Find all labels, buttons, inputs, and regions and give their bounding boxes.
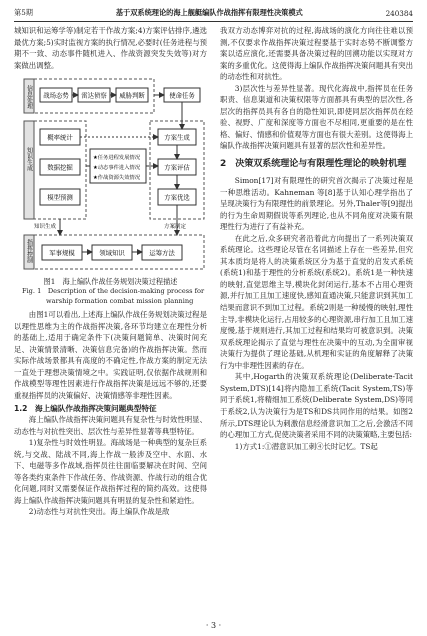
group-label-top: 信息处理 <box>25 85 33 110</box>
issue-number: 第5期 <box>14 8 33 17</box>
running-header <box>14 7 413 19</box>
decision-process-diagram <box>14 75 207 275</box>
group-label-knowledge: 知识生成 <box>34 224 57 231</box>
paragraph: 2)动态性与对抗性突出。海上编队作战是敌 <box>28 507 170 517</box>
paragraph: 其中,Hogarth的决策双系统理论(Deliberate-Tacit System,DTS)[14]将内隐加工系统(Tacit System,TS)等同于系统1,将精细加工系统(Deliberate System,DS)等同于系统2,认为决策行为是TS和DS共同作用的结果。如图2所示,DTS理论认为刺激信息经滑意识加工之后,会激活不同的心理加工方式,促使决策者采用不同的决策策略,主要包括: <box>220 372 413 440</box>
paragraph: Simon[17]对有限理性的研究首次揭示了决策过程是一种思维活动。Kahneman 等[8]基于认知心理学指出了呈现决策行为有限理性的前景理论。另外,Thaler等[9]提出的行为生命周期假说等系列理论,也从不同角度对决策有限理性行为进行了有益补充。 <box>220 176 413 232</box>
paragraph: 海上编队作战指挥决策问题具有复杂性与时效性明显、动态性与对抗性突出、层次性与差异性显著等典型特征。 <box>14 415 207 436</box>
figure-1 <box>14 75 207 275</box>
box-model-label: 模型预测 <box>47 193 73 202</box>
paragraph: 城知识和运筹学等)制定若干作战方案;4)方案评估排序,遴选最优方案;5)实时监视方案的执行情况,必要时(任务进程与预期不一致、动态事件随机进入、作战资源突发失效等)对方案做出调整。 <box>14 26 207 70</box>
box-domain-label: 领域知识 <box>99 249 125 258</box>
box-or-label: 运筹方法 <box>149 249 175 258</box>
note-1: ★任务进程发展情况 <box>93 155 141 162</box>
paragraph: 3)层次性与差异性显著。现代化海战中,指挥员在任务职责、信息渠道和决策权限等方面都具有典型的层次性,各层次的指挥员具有各自的隐性知识,即使同层次指挥员在经验、视野、广度和深度等方面也不尽相同,更重要的是在性格、偏好、情感和价值观等方面也有很大差别。这使得海上编队作战指挥决策问题具有显著的层次性和差异性。 <box>220 83 413 151</box>
box-plan-select-label: 方案优选 <box>164 193 190 202</box>
section-heading-1-2: 1.2 海上编队作战指挥决策问题典型特征 <box>14 403 157 413</box>
article-code: 240384 <box>385 8 413 18</box>
figure-caption-en-line2: warship formation combat mission planning <box>46 296 194 305</box>
note-3: ★作战资源失效情况 <box>93 175 141 182</box>
box-battlefield-label: 战场态势 <box>43 91 69 100</box>
note-2: ★动态事件进入情况 <box>93 165 141 172</box>
box-plan-gen-label: 方案生成 <box>164 133 190 142</box>
left-column <box>14 25 207 518</box>
page-number: · 3 · <box>205 621 222 630</box>
paragraph: 在此之后,众多研究者沿着此方向提出了一系列决策双系统理论。这些理论尽管在名词描述上存在一些差异,但究其本质均是将人的决策系统区分为基于直觉的启发式系统(系统1)和基于理性的分析系统(系统2)。系统1是一种快速的映射,直觉思维主导,模块化封闭运行,基本不占用心理资源,并行加工且加工速度快,感知直通决策,只能意识到其加工结果而意识不到加工过程。系统2则是一种缓慢的映射,理性主导,非模块化运行,占用较多的心理资源,串行加工且加工速度慢,基于规则进行,其加工过程和结果均可被意识到。决策双系统理论揭示了直觉与理性在决策中的互动,为全面审视决策行为提供了理论基础,从机理和实证的角度解释了决策行为中非理性因素的存在。 <box>220 233 413 370</box>
figure-caption-en-line1: Fig. 1 Description of the decision-making process for <box>22 287 205 296</box>
paragraph: 1)复杂性与时效性明显。海战场是一种典型的复杂巨系统,与交战、陆战不同,海上作战一般涉及空中、水面、水下、电磁等多作战域,指挥员往往面临要解决在时间、空间等各类约束条件下作战任务、作战资源、作战行动的组合优化问题,同时又需要保证作战指挥过程的简约高效。这使得海上编队作战指挥决策问题具有明显的复杂性和紧迫性。 <box>14 438 207 505</box>
running-title: 基于双系统理论的海上舰艇编队作战指挥有限理性决策模式 <box>115 8 303 17</box>
paragraph: 我双方动态博弈对抗的过程,海战场的演化方向往往难以预测,不仅要求作战指挥决策过程要基于实时态势不断调整方案以适应演化,还需要具备决策过程的回溯功能以实现对方案的多重优化。这使得海上编队作战指挥决策问题具有突出的动态性和对抗性。 <box>220 26 413 82</box>
figure-caption-en <box>14 287 207 306</box>
section-heading-2: 2 决策双系统理论与有限理性理论的映射机理 <box>220 159 407 170</box>
group-label-plan: 方案制定 <box>164 224 187 231</box>
paragraph: 1)方式1:①潜意识加工刺④长时记忆。TS起 <box>234 441 378 451</box>
box-threat-label: 威胁判断 <box>119 91 145 100</box>
group-label-bottom: 指挥控制 <box>25 239 33 264</box>
box-military-label: 军事规模 <box>49 249 75 258</box>
box-mining-label: 数据挖掘 <box>47 163 73 172</box>
header-rule <box>14 21 413 22</box>
figure-caption-zh: 图1 海上编队作战任务规划决策过程描述 <box>43 277 178 287</box>
box-stats-label: 概率统计 <box>47 133 73 142</box>
group-label-mid-left: 知识生成 <box>25 147 33 172</box>
box-mission-label: 使命任务 <box>169 91 195 100</box>
paragraph: 由图1可以看出,上述海上编队作战任务规划决策过程是以理性思维为主的作战指挥决策,各环节均建立在理性分析的基础上,适用于确定条件下(决策问题简单、决策时间充足、决策情景清晰、决策信息完备)的作战指挥决策。然而实际作战场景都具有高度的不确定性,作战方案的制定无法一直处于理想决策情境之中。实践证明,仅依据作战规则和作战模型等理性因素进行作战指挥决策是远远不够的,还要重视指挥员的决策偏好、决策情感等非理性因素。 <box>14 310 207 401</box>
box-radar-label: 雷达侦察 <box>81 91 107 100</box>
right-column <box>220 25 413 452</box>
box-plan-eval-label: 方案评估 <box>164 163 190 172</box>
